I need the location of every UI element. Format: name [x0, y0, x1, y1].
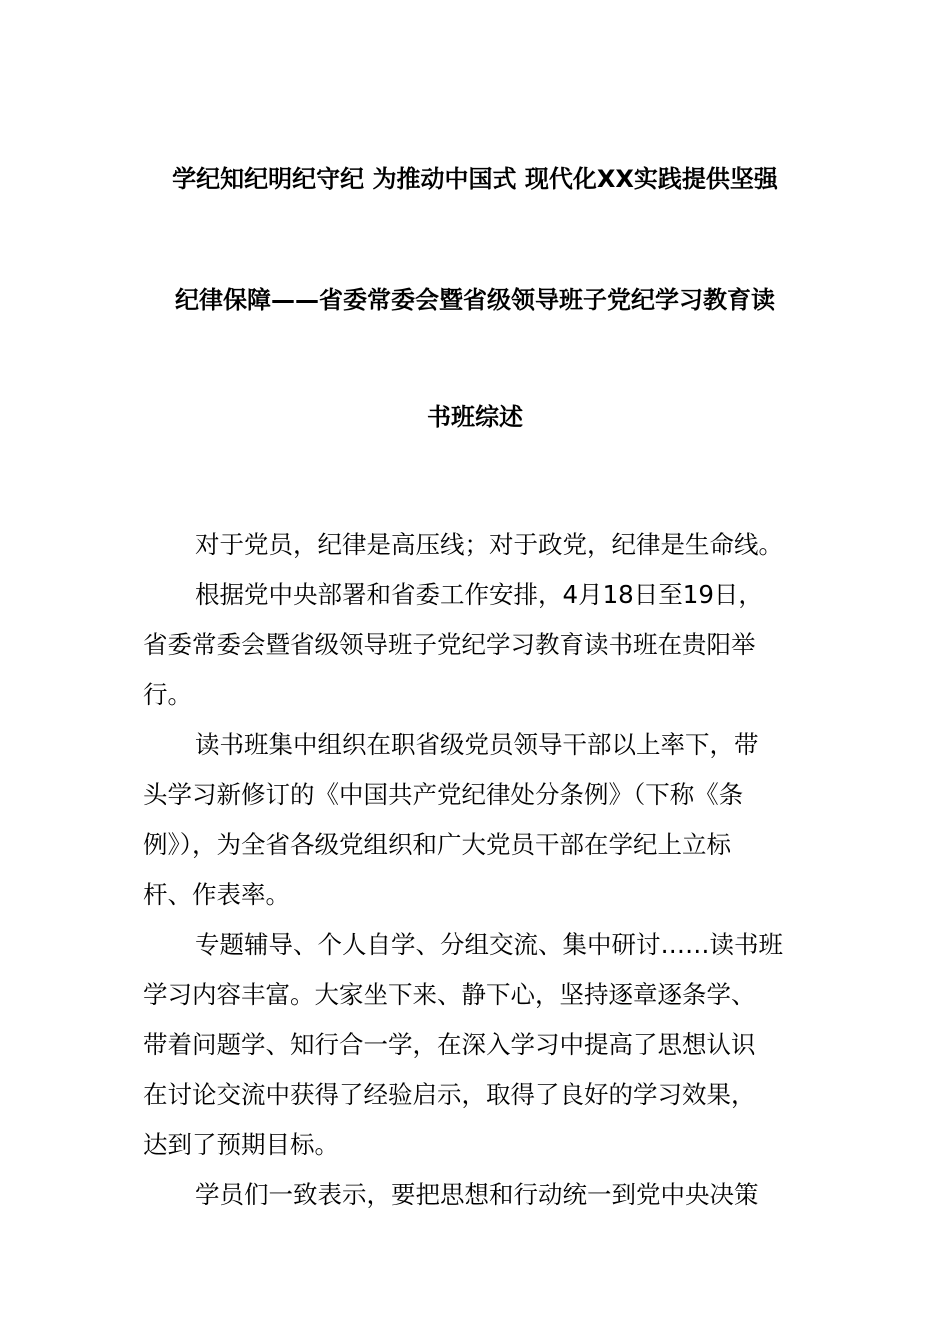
text-line: 达到了预期目标。 [143, 1130, 339, 1159]
text-line: 杆、作表率。 [143, 880, 290, 909]
paragraph-4 [143, 920, 815, 1170]
text-line: 带着问题学、知行合一学，在深入学习中提高了思想认识 [143, 1030, 756, 1059]
text-line: 行。 [143, 680, 192, 709]
text-line: 在讨论交流中获得了经验启示，取得了良好的学习效果， [143, 1080, 756, 1109]
title-line-2: 纪律保障——省委常委会暨省级领导班子党纪学习教育读 [175, 286, 775, 314]
paragraph-5 [143, 1170, 815, 1220]
text-line: 例》），为全省各级党组织和广大党员干部在学纪上立标 [143, 830, 731, 859]
paragraph-3 [143, 720, 815, 920]
text-line: 对于党员，纪律是高压线；对于政党，纪律是生命线。 [195, 530, 783, 559]
title-line-3: 书班综述 [427, 403, 523, 431]
paragraph-2 [143, 570, 815, 720]
text-line: 读书班集中组织在职省级党员领导干部以上率下，带 [195, 730, 759, 759]
title-line-1: 学纪知纪明纪守纪 为推动中国式 现代化XX实践提供坚强 [172, 165, 778, 193]
text-line: 根据党中央部署和省委工作安排，4月18日至19日， [195, 580, 763, 609]
text-line: 学习内容丰富。大家坐下来、静下心，坚持逐章逐条学、 [143, 980, 756, 1009]
text-line: 头学习新修订的《中国共产党纪律处分条例》（下称《条 [143, 780, 744, 809]
text-line: 学员们一致表示，要把思想和行动统一到党中央决策 [195, 1180, 759, 1209]
paragraph-1 [143, 520, 815, 570]
body-text [143, 520, 815, 1220]
text-line: 省委常委会暨省级领导班子党纪学习教育读书班在贵阳举 [143, 630, 756, 659]
text-line: 专题辅导、个人自学、分组交流、集中研讨……读书班 [195, 930, 783, 959]
